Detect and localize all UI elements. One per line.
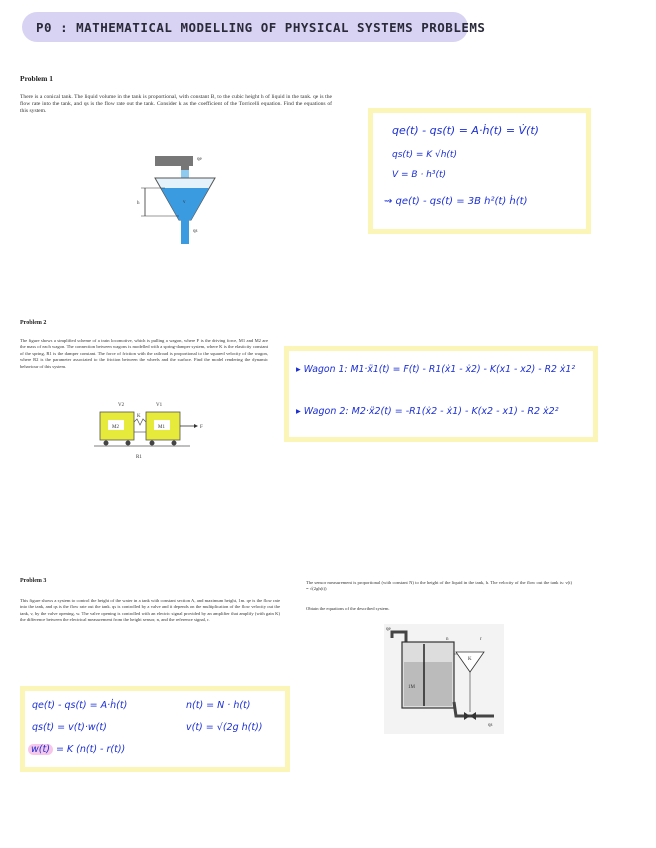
label-k: K: [137, 414, 141, 419]
problem3-heading: Problem 3: [20, 578, 47, 584]
label-qe-3: qe: [386, 627, 391, 632]
problem1-text: There is a conical tank. The liquid volume in the tank is proportional, with constant B, to the cubic height h of liquid in the tank. qe is the flow rate into the tank, and qs is the flow rate out the tank. Consider k as the coefficient of the Torricelli equation. Find the equations of this system.: [20, 94, 332, 114]
problem1-note-4: ⇝ qe(t) - qs(t) = 3B h²(t) ḣ(t): [384, 196, 528, 207]
conical-tank-figure: [125, 148, 265, 248]
problem3-note-1: qe(t) - qs(t) = A·ḣ(t): [32, 700, 128, 711]
label-r: r: [480, 637, 482, 642]
label-k-3: K: [468, 657, 472, 662]
problem1-heading: Problem 1: [20, 74, 53, 83]
problem3-note-2: qs(t) = v(t)·w(t): [32, 722, 107, 733]
label-h-3: 1M: [408, 685, 415, 690]
label-qe: qe: [197, 157, 202, 162]
page-title: P0 : MATHEMATICAL MODELLING OF PHYSICAL SYSTEMS PROBLEMS: [22, 12, 468, 42]
problem2-text: The figure shows a simplified scheme of a train locomotive, which is pulling a wagon, where F is the driving force, M1 and M2 are the mass of each wagon. The connection between wagons is modelled with a spring-damper system, where K is the elasticity constant of the spring, R1 is the damper constant. The force of friction with the railroad is proportional to the squared velocity of the wagon, where R2 is the parameter associated to the friction between the wheels and the surface. Find the model rendering the dynamic behaviour of this system.: [20, 338, 268, 369]
label-n: n: [446, 637, 449, 642]
highlighted-term: w(t): [28, 744, 53, 755]
problem2-note-2: ▸ Wagon 2: M2·ẍ2(t) = -R1(ẋ2 - ẋ1) - K(x2 - x1) - R2 ẋ2²: [296, 406, 559, 417]
note-3-rest: = K (n(t) - r(t)): [52, 744, 126, 755]
label-qs-3: qs: [488, 723, 493, 728]
train-wagons-figure: [90, 400, 220, 462]
label-v: v: [183, 200, 186, 205]
label-m2: M2: [112, 425, 119, 430]
problem1-note-1: qe(t) - qs(t) = A·ḣ(t) = V̇(t): [392, 124, 539, 137]
problem1-note-2: qs(t) = K √h(t): [392, 150, 457, 160]
label-f: F: [200, 425, 203, 430]
problem2-note-1: ▸ Wagon 1: M1·ẍ1(t) = F(t) - R1(ẋ1 - ẋ2) - K(x1 - x2) - R2 ẋ1²: [296, 364, 576, 375]
problem3-text: This figure shows a system to control the height of the water in a tank with constant section A, and maximum height, 1m. qe is the flow rate into the tank, and qs is the flow rate out the tank. qs is controlled by a valve and it depends on the multiplication of the flow velocity out the tank, v, by the valve opening, w. The valve opening is controlled with an electric signal provided by an amplifier that amplify (with gain K) the difference between the electrical measurement from the height sensor, n, and the reference signal, r.: [20, 598, 280, 623]
problem2-heading: Problem 2: [20, 320, 47, 326]
problem3-note-3: [28, 744, 125, 755]
tank-control-figure: [384, 624, 504, 734]
label-v1: V1: [156, 403, 163, 408]
problem1-note-3: V = B · h³(t): [392, 170, 447, 180]
problem3-note-4: n(t) = N · h(t): [186, 700, 251, 711]
problem3-note-5: v(t) = √(2g h(t)): [186, 722, 263, 733]
label-v2: V2: [118, 403, 125, 408]
problem2-notes: [284, 346, 598, 442]
label-h: h: [137, 201, 140, 206]
label-m1: M1: [158, 425, 165, 430]
problem3-text-right: The sensor measurement is proportional (with constant N) to the height of the liquid in the tank, h. The velocity of the flow out the tank is: v(t) = √(2gh(t)): [306, 580, 572, 592]
label-r1: R1: [136, 455, 142, 460]
problem3-text-right-2: Obtain the equations of the described system.: [306, 606, 390, 611]
label-qs: qs: [193, 229, 198, 234]
